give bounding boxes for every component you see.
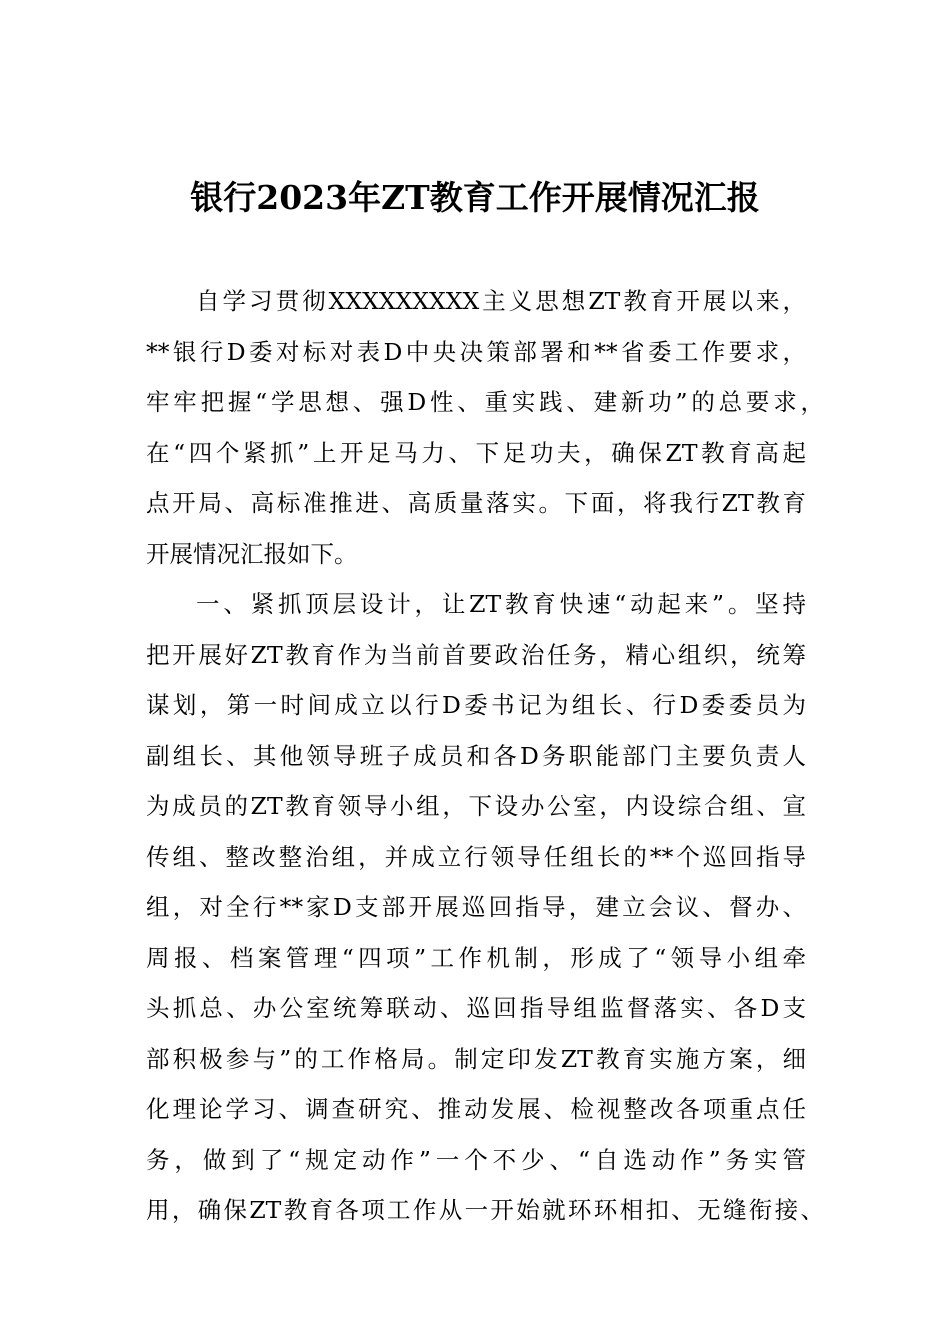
body-line: 点开局、高标准推进、高质量落实。下面，将我行ZT教育 xyxy=(146,489,806,517)
body-line: 副组长、其他领导班子成员和各D务职能部门主要负责人 xyxy=(146,741,806,770)
body-line: 传组、整改整治组，并成立行领导任组长的**个巡回指导 xyxy=(146,842,806,871)
body-line: 周报、档案管理“四项”工作机制，形成了“领导小组牵 xyxy=(146,943,806,972)
body-line: 组，对全行**家D支部开展巡回指导，建立会议、督办、 xyxy=(146,893,806,921)
body-line: 一、紧抓顶层设计，让ZT教育快速“动起来”。坚持 xyxy=(196,590,806,618)
body-line: 为成员的ZT教育领导小组，下设办公室，内设综合组、宣 xyxy=(146,792,806,820)
body-line: 谋划，第一时间成立以行D委书记为组长、行D委委员为 xyxy=(146,691,806,719)
body-line: 化理论学习、调查研究、推动发展、检视整改各项重点任 xyxy=(146,1095,806,1123)
body-line: 部积极参与”的工作格局。制定印发ZT教育实施方案，细 xyxy=(146,1044,806,1073)
document-title: 银行2023年ZT教育工作开展情况汇报 xyxy=(190,178,760,217)
body-line: **银行D委对标对表D中央决策部署和**省委工作要求， xyxy=(146,337,806,366)
document-body xyxy=(146,276,824,1236)
body-line: 自学习贯彻XXXXXXXXX主义思想ZT教育开展以来， xyxy=(196,287,806,315)
body-line: 务，做到了“规定动作”一个不少、“自选动作”务实管 xyxy=(146,1145,806,1174)
body-line: 在“四个紧抓”上开足马力、下足功夫，确保ZT教育高起 xyxy=(146,438,806,467)
body-line: 开展情况汇报如下。 xyxy=(146,539,358,568)
body-line: 用，确保ZT教育各项工作从一开始就环环相扣、无缝衔接、 xyxy=(146,1196,824,1224)
body-line: 牢牢把握“学思想、强D性、重实践、建新功”的总要求， xyxy=(146,388,824,416)
body-line: 把开展好ZT教育作为当前首要政治任务，精心组织，统筹 xyxy=(146,640,806,669)
body-line: 头抓总、办公室统筹联动、巡回指导组监督落实、各D支 xyxy=(146,994,806,1022)
